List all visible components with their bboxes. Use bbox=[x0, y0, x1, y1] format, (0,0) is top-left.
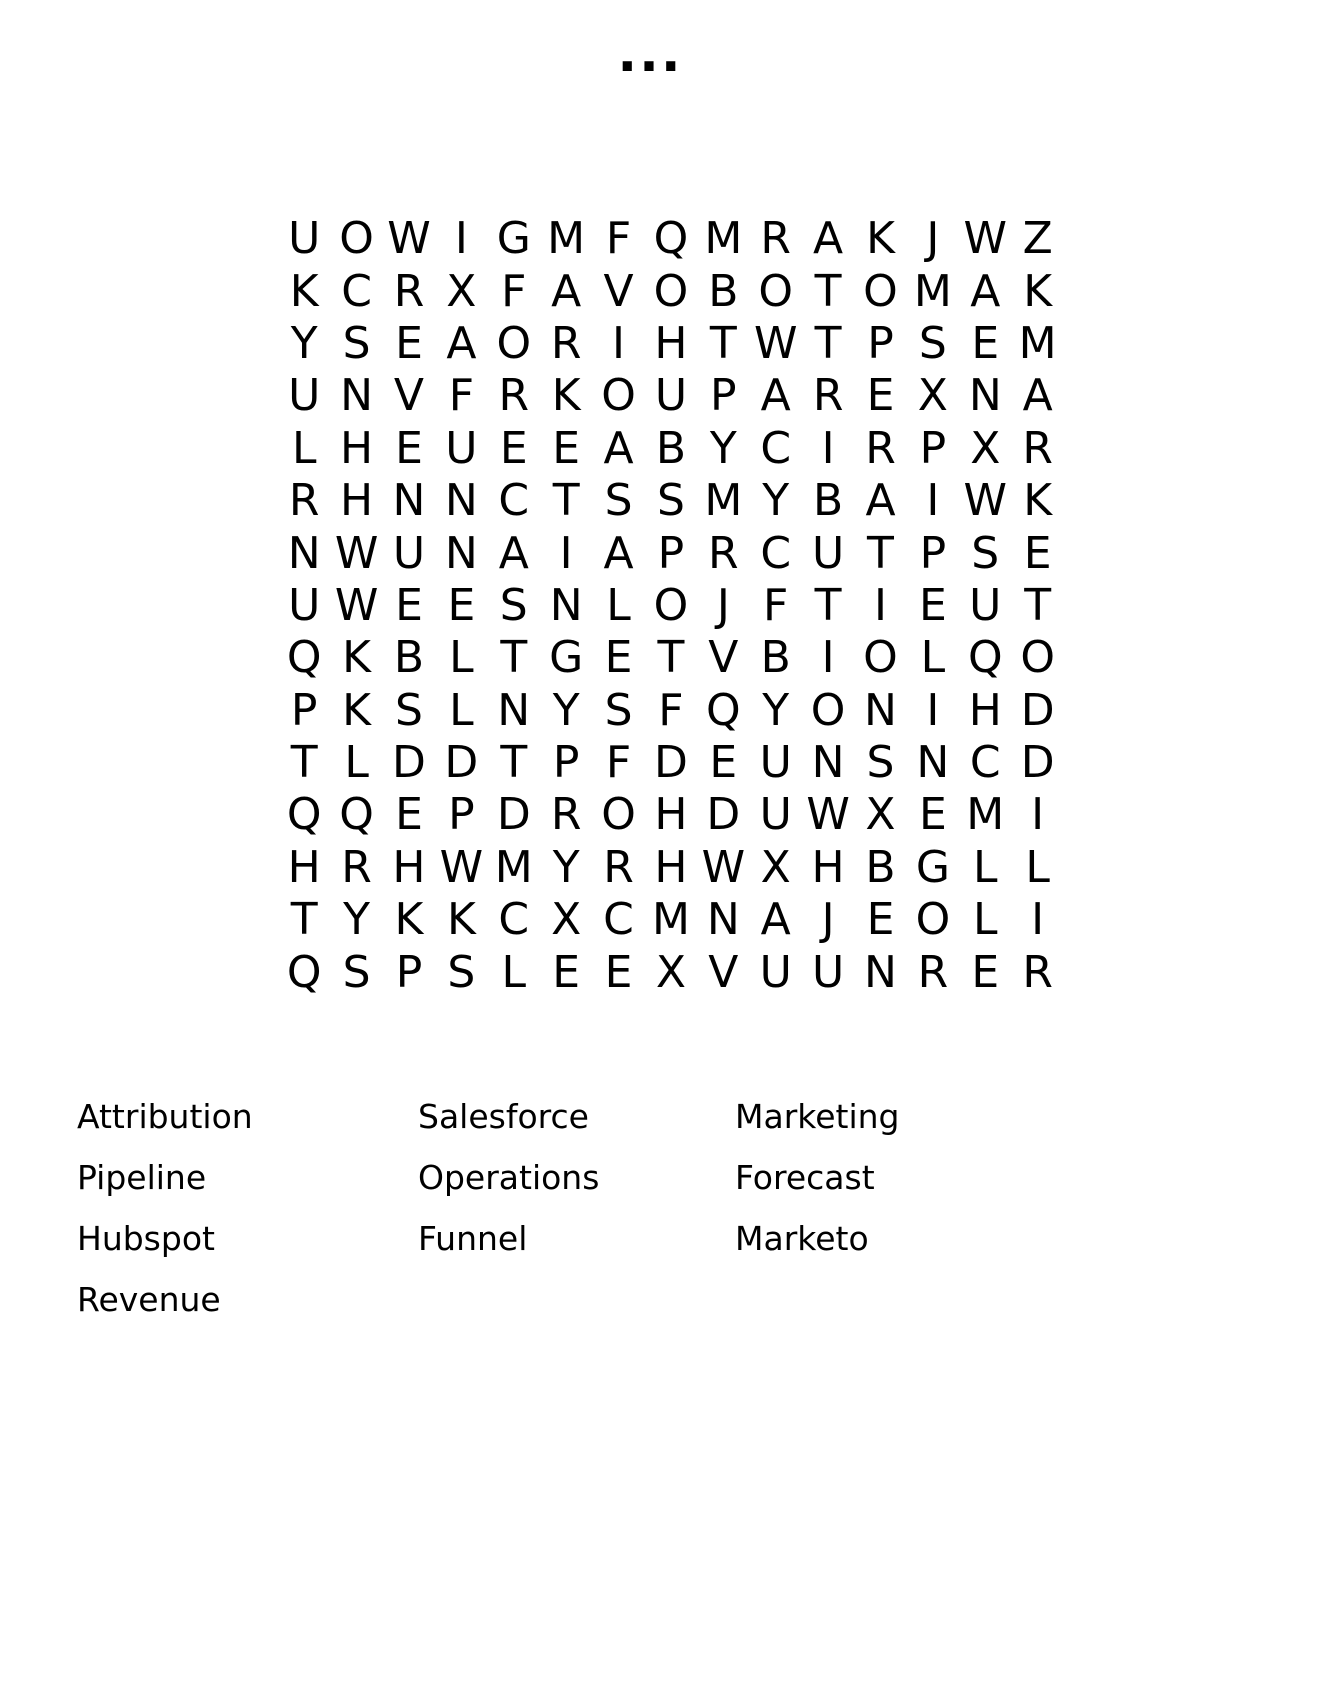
grid-cell[interactable]: O bbox=[915, 894, 951, 946]
grid-cell[interactable]: T bbox=[290, 894, 318, 946]
grid-cell[interactable]: M bbox=[704, 213, 743, 265]
grid-cell[interactable]: U bbox=[288, 213, 321, 265]
grid-cell[interactable]: I bbox=[612, 317, 626, 369]
grid-cell[interactable]: W bbox=[334, 579, 379, 631]
grid-cell[interactable]: H bbox=[392, 841, 426, 893]
grid-cell[interactable]: I bbox=[821, 632, 835, 684]
grid-cell[interactable]: H bbox=[654, 317, 688, 369]
word-list bbox=[77, 1097, 1077, 1344]
grid-row bbox=[278, 580, 1064, 632]
grid-cell[interactable]: T bbox=[814, 265, 842, 317]
grid-cell[interactable]: Y bbox=[762, 684, 790, 736]
grid-cell[interactable]: H bbox=[654, 789, 688, 841]
grid-cell[interactable]: S bbox=[342, 317, 371, 369]
grid-cell[interactable]: R bbox=[917, 946, 949, 998]
grid-cell[interactable]: O bbox=[758, 265, 794, 317]
grid-cell[interactable]: H bbox=[287, 841, 321, 893]
grid-cell[interactable]: D bbox=[1020, 684, 1055, 736]
grid-cell[interactable]: C bbox=[498, 475, 530, 527]
word-list-item: Salesforce bbox=[418, 1097, 589, 1136]
grid-cell[interactable]: P bbox=[710, 370, 737, 422]
grid-cell[interactable]: I bbox=[1031, 894, 1045, 946]
grid-cell[interactable]: R bbox=[603, 841, 634, 893]
word-list-item: Operations bbox=[418, 1158, 600, 1197]
grid-cell[interactable]: Y bbox=[343, 894, 371, 946]
word-list-item: Marketing bbox=[735, 1097, 900, 1136]
grid-cell[interactable]: S bbox=[499, 579, 528, 631]
grid-cell[interactable]: L bbox=[920, 632, 946, 684]
grid-cell[interactable]: I bbox=[1031, 789, 1045, 841]
grid-cell[interactable]: C bbox=[760, 422, 792, 474]
grid-cell[interactable]: D bbox=[706, 789, 741, 841]
grid-cell[interactable]: T bbox=[814, 317, 842, 369]
grid-cell[interactable]: R bbox=[1022, 422, 1053, 474]
grid-cell[interactable]: X bbox=[760, 841, 791, 893]
grid-cell[interactable]: A bbox=[498, 527, 529, 579]
grid-cell[interactable]: E bbox=[447, 579, 476, 631]
grid-cell[interactable]: X bbox=[917, 370, 948, 422]
grid-cell[interactable]: P bbox=[657, 527, 685, 579]
grid-cell[interactable]: S bbox=[971, 527, 1000, 579]
grid-cell[interactable]: N bbox=[549, 579, 583, 631]
grid-cell[interactable]: X bbox=[970, 422, 1001, 474]
grid-cell[interactable]: K bbox=[551, 370, 581, 422]
grid-cell[interactable]: I bbox=[874, 579, 887, 631]
grid-cell[interactable]: O bbox=[653, 579, 689, 631]
grid-cell[interactable]: U bbox=[288, 370, 321, 422]
grid-cell[interactable]: C bbox=[760, 527, 792, 579]
grid-row bbox=[278, 318, 1064, 370]
grid-cell[interactable]: I bbox=[926, 475, 940, 527]
grid-cell[interactable]: T bbox=[709, 317, 737, 369]
grid-cell[interactable]: Y bbox=[552, 841, 580, 893]
grid-cell[interactable]: Y bbox=[552, 684, 580, 736]
grid-cell[interactable]: L bbox=[973, 841, 998, 893]
grid-cell[interactable]: T bbox=[290, 737, 318, 789]
grid-cell[interactable]: K bbox=[866, 213, 895, 265]
word-list-item: Forecast bbox=[735, 1158, 875, 1197]
grid-cell[interactable]: N bbox=[287, 527, 321, 579]
grid-row bbox=[278, 946, 1064, 998]
grid-cell[interactable]: N bbox=[864, 946, 897, 998]
word-list-item: Funnel bbox=[418, 1219, 528, 1258]
grid-cell[interactable]: R bbox=[550, 789, 582, 841]
grid-cell[interactable]: H bbox=[654, 841, 688, 893]
grid-cell[interactable]: A bbox=[970, 265, 1001, 317]
grid-cell[interactable]: T bbox=[552, 475, 580, 527]
grid-cell[interactable]: E bbox=[552, 946, 581, 998]
grid-cell[interactable]: W bbox=[701, 841, 746, 893]
grid-cell[interactable]: N bbox=[340, 370, 374, 422]
grid-cell[interactable]: T bbox=[657, 632, 685, 684]
grid-cell[interactable]: E bbox=[395, 579, 423, 631]
grid-cell[interactable]: W bbox=[334, 527, 379, 579]
grid-row bbox=[278, 685, 1064, 737]
grid-cell[interactable]: O bbox=[810, 684, 846, 736]
grid-cell[interactable]: E bbox=[918, 789, 947, 841]
grid-cell[interactable]: Y bbox=[762, 475, 790, 527]
grid-cell[interactable]: V bbox=[708, 632, 739, 684]
grid-cell[interactable]: Q bbox=[967, 632, 1003, 684]
grid-cell[interactable]: N bbox=[916, 737, 950, 789]
grid-cell[interactable]: D bbox=[653, 737, 688, 789]
grid-cell[interactable]: L bbox=[973, 894, 998, 946]
word-list-item: Pipeline bbox=[77, 1158, 207, 1197]
grid-cell[interactable]: E bbox=[866, 894, 895, 946]
grid-cell[interactable]: A bbox=[446, 317, 477, 369]
grid-cell[interactable]: S bbox=[604, 475, 633, 527]
grid-cell[interactable]: L bbox=[501, 946, 527, 998]
grid-cell[interactable]: O bbox=[496, 317, 532, 369]
grid-cell[interactable]: G bbox=[915, 841, 950, 893]
grid-cell[interactable]: P bbox=[919, 422, 947, 474]
grid-cell[interactable]: P bbox=[919, 527, 947, 579]
grid-cell[interactable]: U bbox=[811, 946, 845, 998]
grid-cell[interactable]: X bbox=[865, 789, 896, 841]
grid-cell[interactable]: K bbox=[446, 894, 476, 946]
grid-cell[interactable]: R bbox=[812, 370, 844, 422]
puzzle-title: ... bbox=[617, 24, 683, 84]
grid-cell[interactable]: J bbox=[821, 894, 835, 946]
grid-cell[interactable]: L bbox=[449, 684, 474, 736]
grid-cell[interactable]: T bbox=[500, 632, 528, 684]
grid-row bbox=[278, 370, 1064, 422]
grid-cell[interactable]: Q bbox=[286, 946, 322, 998]
grid-cell[interactable]: B bbox=[813, 475, 844, 527]
grid-cell[interactable]: G bbox=[496, 213, 531, 265]
grid-cell[interactable]: M bbox=[494, 841, 533, 893]
grid-cell[interactable]: H bbox=[340, 475, 374, 527]
grid-cell[interactable]: K bbox=[1023, 475, 1053, 527]
grid-cell[interactable]: E bbox=[709, 737, 738, 789]
grid-cell[interactable]: N bbox=[968, 370, 1002, 422]
grid-cell[interactable]: D bbox=[496, 789, 531, 841]
grid-cell[interactable]: Q bbox=[706, 684, 741, 736]
grid-cell[interactable]: N bbox=[497, 684, 531, 736]
grid-cell[interactable]: Q bbox=[286, 789, 322, 841]
grid-cell[interactable]: S bbox=[342, 946, 371, 998]
grid-cell[interactable]: Q bbox=[653, 213, 689, 265]
grid-cell[interactable]: Q bbox=[286, 632, 322, 684]
grid-cell[interactable]: V bbox=[603, 265, 634, 317]
grid-cell[interactable]: S bbox=[447, 946, 476, 998]
grid-cell[interactable]: F bbox=[501, 265, 527, 317]
grid-cell[interactable]: L bbox=[449, 632, 474, 684]
grid-cell[interactable]: W bbox=[439, 841, 484, 893]
grid-cell[interactable]: E bbox=[499, 422, 528, 474]
grid-cell[interactable]: P bbox=[395, 946, 423, 998]
grid-row bbox=[278, 632, 1064, 684]
grid-cell[interactable]: B bbox=[393, 632, 425, 684]
grid-cell[interactable]: C bbox=[969, 737, 1001, 789]
grid-cell[interactable]: U bbox=[759, 789, 792, 841]
grid-cell[interactable]: B bbox=[655, 422, 687, 474]
grid-cell[interactable]: G bbox=[549, 632, 584, 684]
grid-cell[interactable]: F bbox=[605, 213, 632, 265]
grid-cell[interactable]: E bbox=[552, 422, 581, 474]
grid-cell[interactable]: R bbox=[760, 213, 791, 265]
grid-cell[interactable]: Y bbox=[709, 422, 737, 474]
grid-cell[interactable]: H bbox=[968, 684, 1002, 736]
grid-cell[interactable]: X bbox=[655, 946, 686, 998]
grid-row bbox=[278, 265, 1064, 317]
word-list-item: Hubspot bbox=[77, 1219, 215, 1258]
grid-row bbox=[278, 527, 1064, 579]
grid-cell[interactable]: F bbox=[763, 579, 789, 631]
grid-cell[interactable]: M bbox=[966, 789, 1005, 841]
grid-cell[interactable]: V bbox=[708, 946, 739, 998]
grid-cell[interactable]: J bbox=[926, 213, 940, 265]
grid-cell[interactable]: D bbox=[444, 737, 479, 789]
grid-cell[interactable]: O bbox=[601, 789, 636, 841]
grid-cell[interactable]: B bbox=[865, 841, 896, 893]
grid-cell[interactable]: D bbox=[1020, 737, 1055, 789]
grid-cell[interactable]: U bbox=[288, 579, 321, 631]
grid-cell[interactable]: E bbox=[918, 579, 947, 631]
grid-cell[interactable]: S bbox=[656, 475, 685, 527]
letter-grid bbox=[278, 213, 1064, 999]
grid-cell[interactable]: K bbox=[394, 894, 424, 946]
grid-cell[interactable]: C bbox=[341, 265, 372, 317]
grid-row bbox=[278, 789, 1064, 841]
grid-cell[interactable]: I bbox=[821, 422, 835, 474]
grid-cell[interactable]: E bbox=[971, 946, 1000, 998]
grid-cell[interactable]: T bbox=[867, 527, 894, 579]
grid-cell[interactable]: U bbox=[969, 579, 1002, 631]
grid-row bbox=[278, 894, 1064, 946]
grid-cell[interactable]: K bbox=[342, 632, 372, 684]
grid-cell[interactable]: U bbox=[392, 527, 426, 579]
grid-row bbox=[278, 423, 1064, 475]
grid-cell[interactable]: H bbox=[811, 841, 845, 893]
grid-cell[interactable]: X bbox=[446, 265, 477, 317]
grid-cell[interactable]: E bbox=[395, 422, 423, 474]
grid-cell[interactable]: M bbox=[547, 213, 586, 265]
grid-row bbox=[278, 737, 1064, 789]
grid-cell[interactable]: W bbox=[806, 789, 850, 841]
grid-cell[interactable]: A bbox=[760, 894, 791, 946]
grid-cell[interactable]: R bbox=[393, 265, 425, 317]
grid-cell[interactable]: W bbox=[963, 475, 1008, 527]
grid-cell[interactable]: S bbox=[918, 317, 947, 369]
grid-cell[interactable]: P bbox=[552, 737, 580, 789]
grid-cell[interactable]: A bbox=[603, 527, 634, 579]
grid-cell[interactable]: E bbox=[395, 789, 423, 841]
grid-cell[interactable]: P bbox=[448, 789, 475, 841]
grid-cell[interactable]: R bbox=[341, 841, 372, 893]
grid-cell[interactable]: C bbox=[603, 894, 634, 946]
grid-cell[interactable]: L bbox=[291, 422, 317, 474]
grid-cell[interactable]: E bbox=[866, 370, 895, 422]
word-list-item: Marketo bbox=[735, 1219, 869, 1258]
grid-cell[interactable]: O bbox=[653, 265, 689, 317]
grid-cell[interactable]: W bbox=[387, 213, 431, 265]
grid-cell[interactable]: J bbox=[716, 579, 730, 631]
grid-cell[interactable]: I bbox=[926, 684, 940, 736]
grid-cell[interactable]: M bbox=[651, 894, 690, 946]
grid-cell[interactable]: Z bbox=[1022, 213, 1053, 265]
grid-cell[interactable]: S bbox=[604, 684, 633, 736]
grid-cell[interactable]: E bbox=[395, 317, 423, 369]
grid-cell[interactable]: S bbox=[866, 737, 895, 789]
grid-cell[interactable]: N bbox=[864, 684, 897, 736]
grid-cell[interactable]: O bbox=[601, 370, 636, 422]
grid-cell[interactable]: D bbox=[392, 737, 426, 789]
grid-row bbox=[278, 213, 1064, 265]
grid-cell[interactable]: R bbox=[865, 422, 896, 474]
grid-cell[interactable]: T bbox=[1024, 579, 1052, 631]
grid-cell[interactable]: R bbox=[498, 370, 530, 422]
grid-cell[interactable]: B bbox=[708, 265, 739, 317]
grid-cell[interactable]: O bbox=[1020, 632, 1055, 684]
grid-cell[interactable]: K bbox=[342, 684, 372, 736]
grid-cell[interactable]: A bbox=[603, 422, 634, 474]
grid-cell[interactable]: P bbox=[867, 317, 894, 369]
grid-row bbox=[278, 475, 1064, 527]
grid-cell[interactable]: T bbox=[814, 579, 842, 631]
grid-row bbox=[278, 842, 1064, 894]
grid-cell[interactable]: W bbox=[753, 317, 798, 369]
grid-cell[interactable]: W bbox=[963, 213, 1008, 265]
grid-cell[interactable]: U bbox=[811, 527, 845, 579]
grid-cell[interactable]: A bbox=[813, 213, 844, 265]
grid-cell[interactable]: M bbox=[1018, 317, 1057, 369]
grid-cell[interactable]: H bbox=[340, 422, 374, 474]
grid-cell[interactable]: A bbox=[760, 370, 791, 422]
grid-cell[interactable]: C bbox=[498, 894, 530, 946]
grid-cell[interactable]: E bbox=[604, 632, 633, 684]
grid-cell[interactable]: P bbox=[290, 684, 318, 736]
grid-cell[interactable]: N bbox=[444, 527, 478, 579]
grid-cell[interactable]: A bbox=[1022, 370, 1053, 422]
grid-cell[interactable]: U bbox=[759, 737, 792, 789]
grid-cell[interactable]: F bbox=[448, 370, 475, 422]
grid-cell[interactable]: U bbox=[759, 946, 792, 998]
grid-cell[interactable]: O bbox=[863, 265, 898, 317]
word-list-item: Attribution bbox=[77, 1097, 253, 1136]
grid-cell[interactable]: L bbox=[606, 579, 631, 631]
grid-cell[interactable]: N bbox=[444, 475, 478, 527]
grid-cell[interactable]: O bbox=[339, 213, 374, 265]
grid-cell[interactable]: F bbox=[605, 737, 632, 789]
grid-cell[interactable]: K bbox=[289, 265, 319, 317]
grid-cell[interactable]: A bbox=[865, 475, 896, 527]
grid-cell[interactable]: L bbox=[344, 737, 369, 789]
grid-cell[interactable]: U bbox=[654, 370, 688, 422]
grid-cell[interactable]: N bbox=[392, 475, 426, 527]
grid-cell[interactable]: T bbox=[500, 737, 528, 789]
grid-cell[interactable]: Q bbox=[339, 789, 374, 841]
grid-cell[interactable]: Y bbox=[290, 317, 318, 369]
grid-cell[interactable]: A bbox=[551, 265, 582, 317]
grid-cell[interactable]: E bbox=[971, 317, 1000, 369]
grid-cell[interactable]: R bbox=[288, 475, 320, 527]
grid-cell[interactable]: E bbox=[604, 946, 633, 998]
grid-cell[interactable]: U bbox=[445, 422, 478, 474]
grid-cell[interactable]: R bbox=[550, 317, 582, 369]
grid-cell[interactable]: M bbox=[913, 265, 952, 317]
grid-cell[interactable]: E bbox=[1023, 527, 1052, 579]
grid-cell[interactable]: I bbox=[454, 213, 468, 265]
grid-cell[interactable]: O bbox=[863, 632, 898, 684]
grid-cell[interactable]: F bbox=[658, 684, 684, 736]
grid-cell[interactable]: R bbox=[1022, 946, 1053, 998]
grid-cell[interactable]: X bbox=[551, 894, 582, 946]
grid-cell[interactable]: L bbox=[1025, 841, 1050, 893]
grid-cell[interactable]: M bbox=[704, 475, 743, 527]
grid-cell[interactable]: V bbox=[393, 370, 425, 422]
grid-cell[interactable]: N bbox=[706, 894, 740, 946]
grid-cell[interactable]: S bbox=[395, 684, 423, 736]
grid-cell[interactable]: B bbox=[760, 632, 791, 684]
grid-cell[interactable]: I bbox=[559, 527, 573, 579]
word-list-item: Revenue bbox=[77, 1280, 221, 1319]
grid-cell[interactable]: N bbox=[811, 737, 845, 789]
grid-cell[interactable]: R bbox=[708, 527, 739, 579]
grid-cell[interactable]: K bbox=[1023, 265, 1053, 317]
